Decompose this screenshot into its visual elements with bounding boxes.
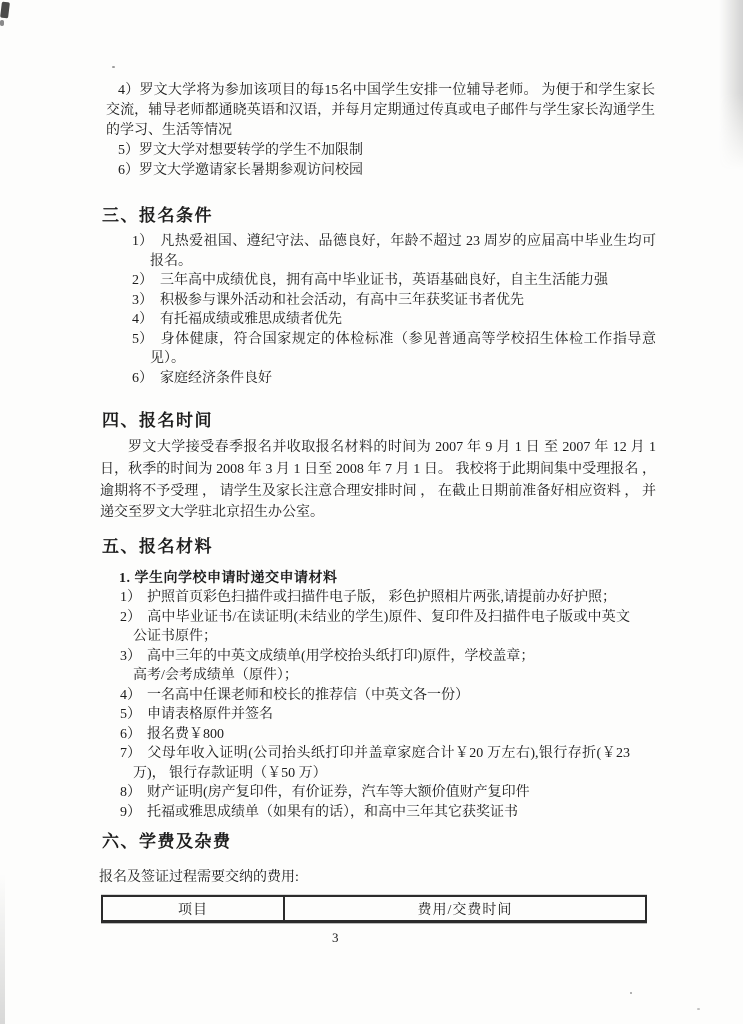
section-heading-conditions: 三、报名条件 <box>102 206 213 225</box>
list-item-number: 4） <box>132 312 153 327</box>
list-item-text: 凡热爱祖国、遵纪守法、品德良好，年龄不超过 23 周岁的应届高中毕业生均可报名。 <box>150 234 656 269</box>
list-item-number: 4） <box>118 83 140 98</box>
table-header-row <box>102 896 646 922</box>
scan-artifact-speck <box>630 992 632 994</box>
list-item <box>100 291 656 311</box>
list-item <box>118 686 630 706</box>
list-item-continuation <box>118 666 630 686</box>
list-item-number: 5） <box>118 143 139 158</box>
list-item-text: 有托福成绩或雅思成绩者优先 <box>160 312 342 327</box>
list-item-text: 高考/会考成绩单（原件）； <box>133 668 298 683</box>
list-item-text: 高中三年的中英文成绩单(用学校抬头纸打印)原件，学校盖章； <box>147 648 535 664</box>
list-item-text: 积极参与课外活动和社会活动，有高中三年获奖证书者优先 <box>160 292 524 308</box>
list-item-text: 家庭经济条件良好 <box>160 370 272 386</box>
scan-artifact-corner <box>0 2 10 19</box>
list-item <box>100 232 656 271</box>
list-item-text: 父母年收入证明(公司抬头纸打印并盖章家庭合计￥20 万左右),银行存折(￥23 万)， 银行存款证明（￥50 万） <box>133 746 630 781</box>
list-item-text: 高中毕业证书/在读证明(未结业的学生)原件、复印件及扫描件电子版或中英文公证书原件； <box>133 609 630 644</box>
list-item-number: 7） <box>120 746 141 761</box>
section-heading-fees: 六、学费及杂费 <box>102 832 232 851</box>
fees-table <box>101 895 647 923</box>
list-item <box>118 783 630 803</box>
fees-intro: 报名及签证过程需要交纳的费用: <box>99 870 299 885</box>
list-item-text: 护照首页彩色扫描件或扫描件电子版， 彩色护照相片两张,请提前办好护照； <box>147 590 616 605</box>
list-item-text: 罗文大学对想要转学的学生不加限制 <box>139 143 363 158</box>
scan-artifact-speck <box>697 1008 700 1010</box>
list-item <box>100 369 656 389</box>
time-paragraph: 罗文大学接受春季报名并收取报名材料的时间为 2007 年 9 月 1 日 至 2007 年 12 月 1 日，秋季的时间为 2008 年 3 月 1 日至 2008 年 7 月 1 日。 我校将于此期间集中受理报名 ， 逾期将不予受理 ， 请学生及家长注意合理安排时间 ， 在截止日期前准备好相应资料 ， 并递交至罗文大学驻北京招生办公室。 <box>100 440 656 521</box>
list-item-number: 6） <box>118 163 139 178</box>
list-item-number: 9） <box>120 804 141 820</box>
list-item-text: 申请表格原件并签名 <box>147 707 273 722</box>
list-item <box>106 81 655 141</box>
list-item <box>100 310 656 330</box>
list-item-number: 3） <box>120 648 141 664</box>
list-item-number: 6） <box>132 370 153 386</box>
materials-list <box>118 588 630 822</box>
list-item-number: 8） <box>120 785 141 800</box>
list-item <box>118 803 630 823</box>
scan-artifact-edge <box>0 874 5 1024</box>
list-item-text: 托福或雅思成绩单（如果有的话），和高中三年其它获奖证书 <box>147 804 518 820</box>
materials-subtitle: 1. 学生向学校申请时递交申请材料 <box>119 571 338 586</box>
list-item-text: 一名高中任课老师和校长的推荐信（中英文各一份） <box>147 687 469 703</box>
list-item-number: 6） <box>120 726 141 742</box>
list-item-text: 身体健康，符合国家规定的体检标准（参见普通高等学校招生体检工作指导意见）。 <box>150 331 656 366</box>
list-item <box>118 608 630 647</box>
fees-table-wrap <box>101 895 647 923</box>
list-item-text: 罗文大学邀请家长暑期参观访问校园 <box>139 163 363 178</box>
fees-table-header-cost-time: 费用/交费时间 <box>284 896 646 922</box>
list-item <box>118 705 630 725</box>
scan-artifact-speck <box>112 66 115 68</box>
list-item <box>100 330 656 369</box>
list-item-number: 2） <box>132 273 153 288</box>
list-item <box>118 647 630 667</box>
list-item-number: 5） <box>120 707 141 722</box>
list-item <box>118 744 630 783</box>
list-item-text: 报名费￥800 <box>147 726 224 742</box>
list-item-text: 罗文大学将为参加该项目的每15名中国学生安排一位辅导老师。 为便于和学生家长交流，辅导老师都通晓英语和汉语，并每月定期通过传真或电子邮件与学生家长沟通学生的学习、生活等情况 <box>106 83 656 138</box>
page-number: 3 <box>332 930 339 945</box>
list-item-text: 三年高中成绩优良，拥有高中毕业证书，英语基础良好，自主生活能力强 <box>160 273 608 288</box>
list-item <box>100 271 656 291</box>
list-item <box>118 725 630 745</box>
list-item <box>118 588 630 608</box>
conditions-list <box>100 232 656 388</box>
section-heading-materials: 五、报名材料 <box>102 537 213 556</box>
list-item <box>106 161 655 181</box>
scan-artifact-edge <box>719 0 743 170</box>
list-item-number: 1） <box>120 590 141 605</box>
fees-table-header-item: 项目 <box>102 896 284 922</box>
section-heading-time: 四、报名时间 <box>102 411 213 430</box>
list-item-number: 3） <box>132 292 153 308</box>
list-item-text: 财产证明(房产复印件，有价证券，汽车等大额价值财产复印件 <box>147 785 530 800</box>
list-item-number: 5） <box>132 331 153 347</box>
list-item-number: 4） <box>120 687 141 703</box>
scan-artifact-corner <box>0 20 4 26</box>
intro-list <box>106 81 655 181</box>
list-item <box>106 141 655 161</box>
list-item-number: 1） <box>132 234 153 249</box>
list-item-number: 2） <box>120 609 141 625</box>
